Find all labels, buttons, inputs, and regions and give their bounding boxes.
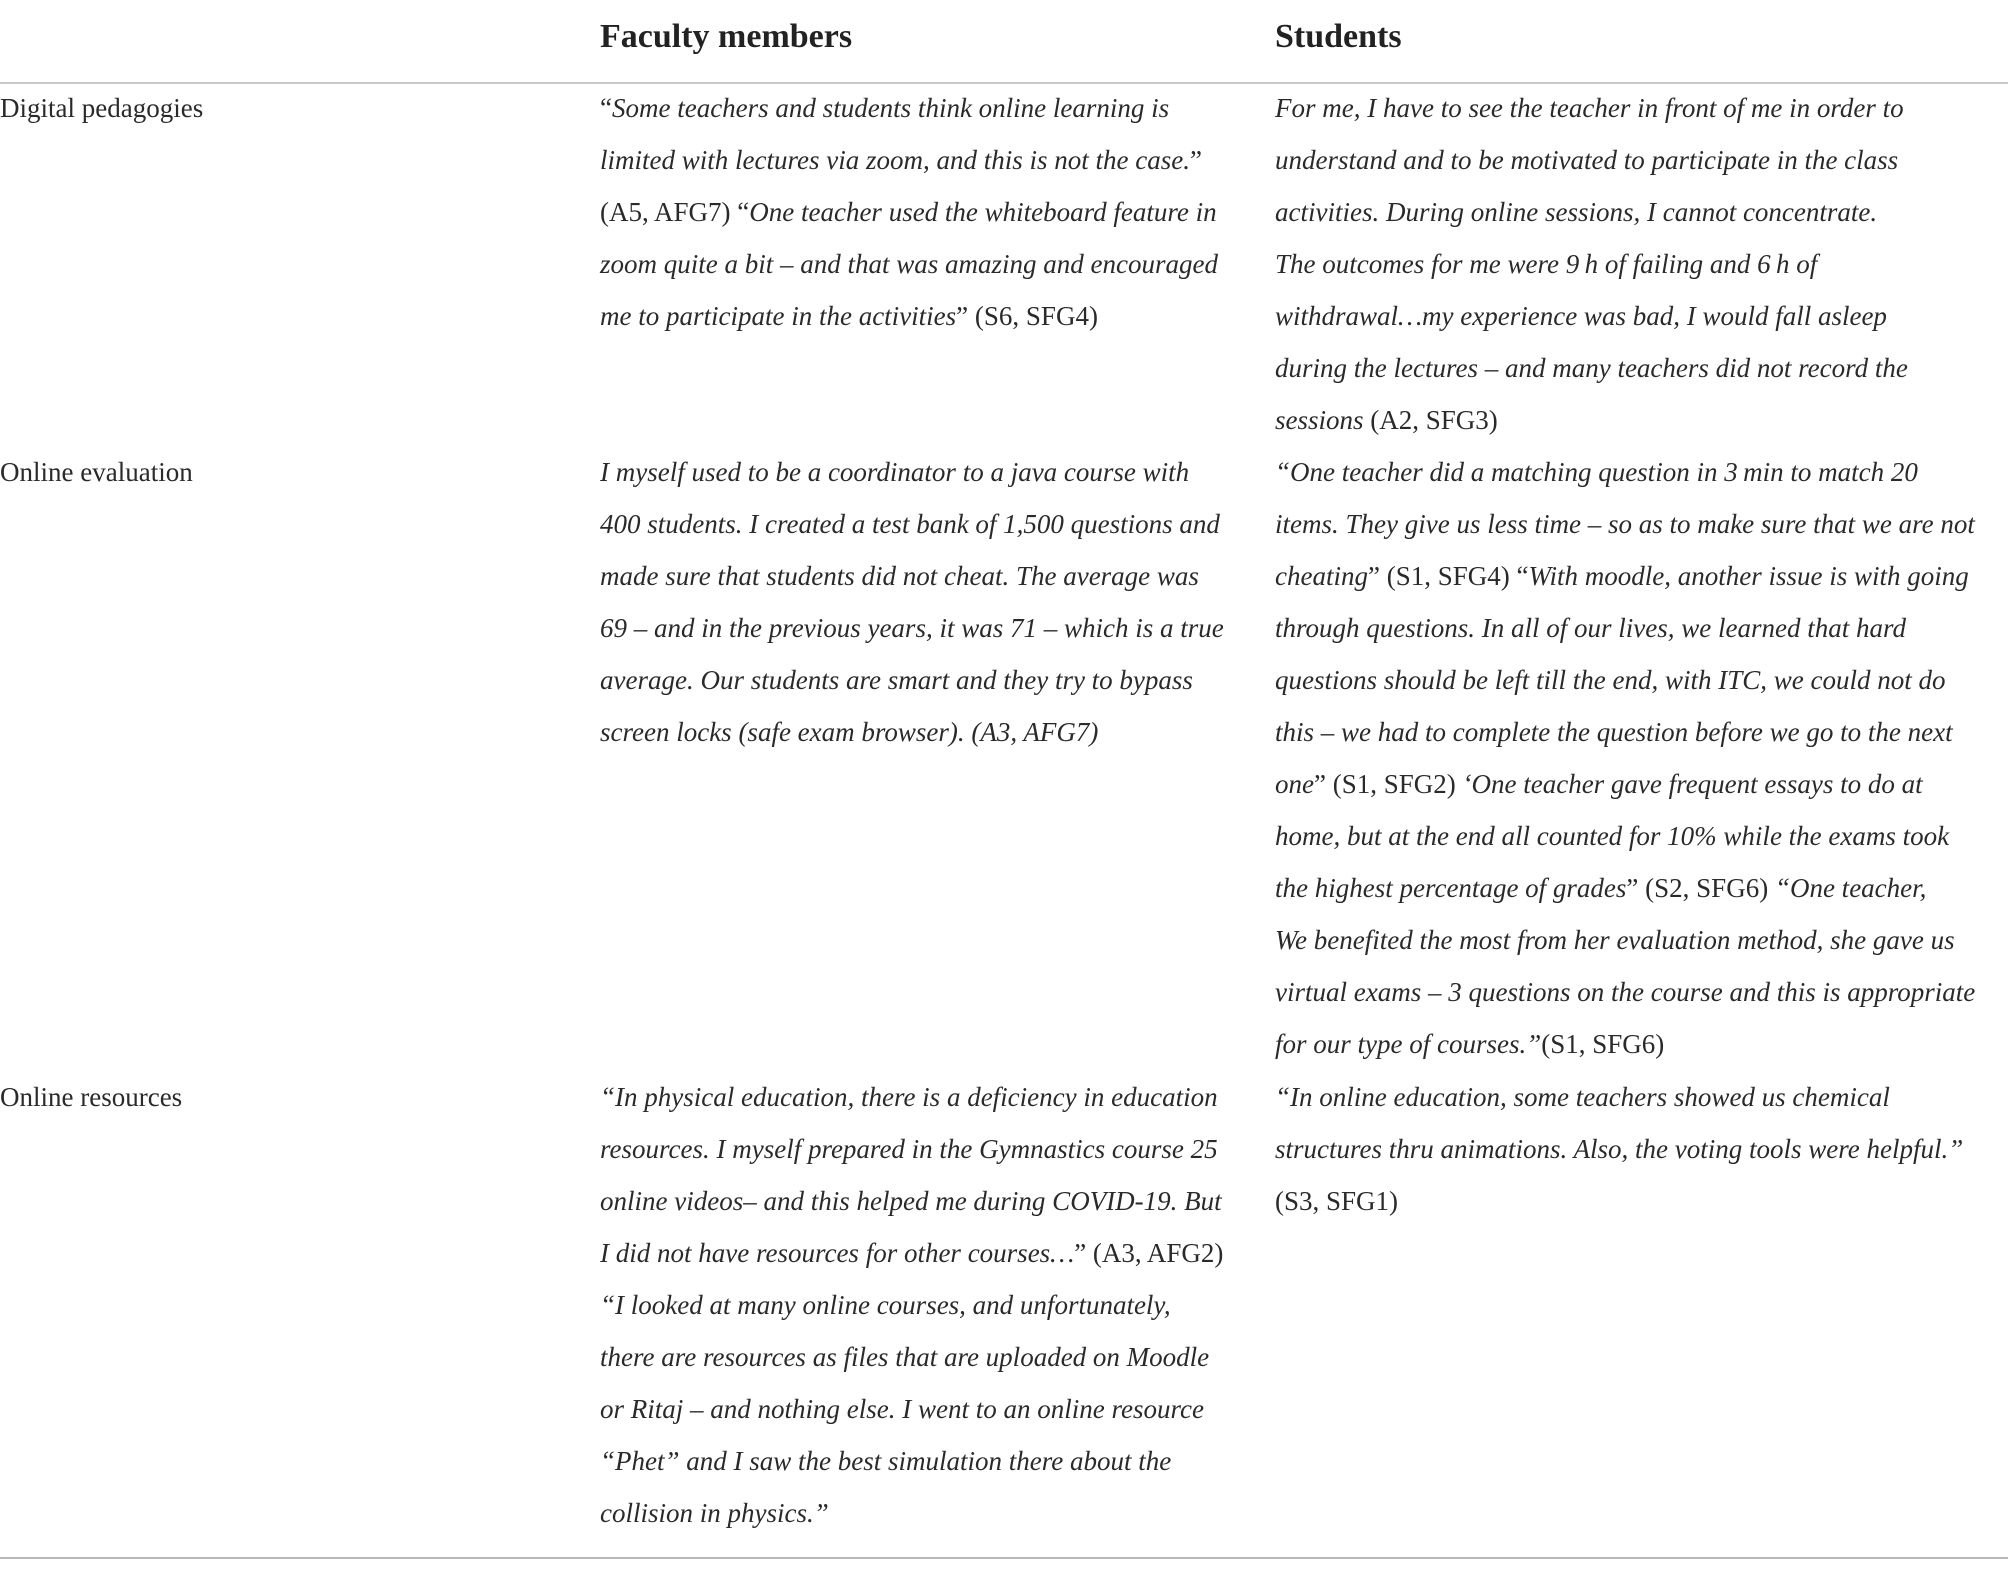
quote-line — [600, 706, 1260, 758]
quote-line — [1275, 238, 2008, 290]
quote-line — [600, 446, 1260, 498]
quote-line — [1275, 446, 2008, 498]
quote-line — [600, 1123, 1260, 1175]
quote-text: items. They give us less time – so as to make sure that we are not — [1275, 509, 1975, 539]
quote-text: ” (A3, AFG2) — [1074, 1238, 1224, 1268]
quote-line — [1275, 498, 2008, 550]
row-label: Online evaluation — [0, 457, 193, 487]
quote-line — [600, 1383, 1260, 1435]
quote-text: during the lectures – and many teachers did not record the — [1275, 353, 1908, 383]
quote-text: I did not have resources for other courses… — [600, 1238, 1075, 1268]
quote-text: 400 students. I created a test bank of 1,500 questions and — [600, 509, 1220, 539]
quote-text: for our type of courses.” — [1275, 1029, 1542, 1059]
quote-line — [600, 1227, 1260, 1279]
quote-line — [600, 186, 1260, 238]
quote-line — [1275, 914, 2008, 966]
quote-text: virtual exams – 3 questions on the course and this is appropriate — [1275, 977, 1976, 1007]
student-quote — [1275, 82, 2008, 446]
quote-line — [600, 1071, 1260, 1123]
quote-line — [600, 238, 1260, 290]
quote-line — [1275, 966, 2008, 1018]
quote-line — [600, 1331, 1260, 1383]
quote-text: sessions — [1275, 405, 1364, 435]
quote-text: cheating — [1275, 561, 1368, 591]
quote-line — [600, 1487, 1260, 1539]
quote-text: one — [1275, 769, 1314, 799]
quote-line — [1275, 602, 2008, 654]
quote-line — [1275, 1018, 2008, 1070]
quote-line — [600, 498, 1260, 550]
quote-text: me to participate in the activities — [600, 301, 957, 331]
quote-line — [600, 602, 1260, 654]
quote-text: limited with lectures via zoom, and this is not the case. — [600, 145, 1190, 175]
quote-text: there are resources as files that are uploaded on Moodle — [600, 1342, 1210, 1372]
column-header-faculty: Faculty members — [600, 18, 853, 55]
quote-text: ” (S1, SFG2) — [1313, 769, 1463, 799]
quote-line — [1275, 134, 2008, 186]
quote-line — [1275, 82, 2008, 134]
quote-text: ” (S2, SFG6) — [1626, 873, 1775, 903]
quote-text: (A5, AFG7) “ — [600, 197, 750, 227]
quote-text: “ — [600, 93, 612, 123]
quote-text: (S3, SFG1) — [1275, 1186, 1399, 1216]
quote-line — [600, 290, 1260, 342]
row-label: Digital pedagogies — [0, 93, 204, 123]
quote-line — [1275, 550, 2008, 602]
quote-line — [1275, 186, 2008, 238]
quote-text: For me, I have to see the teacher in front of me in order to — [1275, 93, 1904, 123]
quote-text: I myself used to be a coordinator to a java course with — [600, 457, 1190, 487]
quote-text: ” — [1189, 145, 1202, 175]
quote-line — [1275, 1071, 2008, 1123]
quote-text: “One teacher, — [1774, 873, 1927, 903]
quote-text: Some teachers and students think online learning is — [611, 93, 1170, 123]
quote-text: ” (S6, SFG4) — [956, 301, 1098, 331]
quote-text: ‘One teacher gave frequent essays to do at — [1462, 769, 1923, 799]
quote-line — [1275, 758, 2008, 810]
quote-line — [600, 654, 1260, 706]
quote-line — [1275, 394, 2008, 446]
quote-text: resources. I myself prepared in the Gymnastics course 25 — [600, 1134, 1218, 1164]
quote-line — [1275, 1123, 2008, 1175]
quote-text: (A2, SFG3) — [1363, 405, 1498, 435]
quote-text: We benefited the most from her evaluation method, she gave us — [1275, 925, 1955, 955]
column-header-students: Students — [1275, 18, 1402, 55]
quote-text: made sure that students did not cheat. The average was — [600, 561, 1199, 591]
quote-text: zoom quite a bit – and that was amazing and encouraged — [600, 249, 1218, 279]
quote-text: understand and to be motivated to participate in the class — [1275, 145, 1899, 175]
quote-line — [600, 1175, 1260, 1227]
quote-text: questions should be left till the end, with ITC, we could not do — [1275, 665, 1946, 695]
quote-text: collision in physics.” — [600, 1498, 829, 1528]
quote-text: home, but at the end all counted for 10% while the exams took — [1275, 821, 1950, 851]
quote-text: 69 – and in the previous years, it was 71 – which is a true — [600, 613, 1224, 643]
quote-text: or Ritaj – and nothing else. I went to an online resource — [600, 1394, 1204, 1424]
quote-text: this – we had to complete the question before we go to the next — [1275, 717, 1953, 747]
quote-text: “I looked at many online courses, and unfortunately, — [600, 1290, 1171, 1320]
quote-line — [600, 134, 1260, 186]
quote-text: screen locks (safe exam browser). (A3, AFG7) — [600, 717, 1099, 747]
quote-text: One teacher used the whiteboard feature in — [749, 197, 1217, 227]
quote-line — [1275, 654, 2008, 706]
quote-line — [600, 550, 1260, 602]
quote-text: The outcomes for me were 9 h of failing and 6 h of — [1275, 249, 1818, 279]
quote-text: “In online education, some teachers showed us chemical — [1275, 1082, 1890, 1112]
quote-line — [600, 1279, 1260, 1331]
quote-text: (S1, SFG6) — [1541, 1029, 1665, 1059]
quote-text: With moodle, another issue is with going — [1528, 561, 1969, 591]
quote-text: ” (S1, SFG4) “ — [1367, 561, 1529, 591]
quote-text: withdrawal…my experience was bad, I would fall asleep — [1275, 301, 1887, 331]
faculty-quote — [600, 1071, 1260, 1539]
bottom-rule — [0, 1557, 2008, 1559]
quote-text: through questions. In all of our lives, we learned that hard — [1275, 613, 1906, 643]
quote-text: “One teacher did a matching question in 3 min to match 20 — [1275, 457, 1918, 487]
quote-line — [1275, 810, 2008, 862]
faculty-quote — [600, 446, 1260, 758]
quote-text: “Phet” and I saw the best simulation there about the — [600, 1446, 1172, 1476]
table-header — [0, 0, 2008, 84]
quote-text: “In physical education, there is a deficiency in education — [600, 1082, 1218, 1112]
quote-text: structures thru animations. Also, the voting tools were helpful.” — [1275, 1134, 1964, 1164]
quote-line — [1275, 862, 2008, 914]
quote-text: average. Our students are smart and they try to bypass — [600, 665, 1193, 695]
student-quote — [1275, 446, 2008, 1070]
quote-line — [1275, 1175, 2008, 1227]
quote-line — [600, 1435, 1260, 1487]
quote-text: activities. During online sessions, I cannot concentrate. — [1275, 197, 1878, 227]
student-quote — [1275, 1071, 2008, 1227]
quote-line — [1275, 706, 2008, 758]
quote-line — [1275, 342, 2008, 394]
quote-line — [600, 82, 1260, 134]
quote-line — [1275, 290, 2008, 342]
quote-text: online videos– and this helped me during COVID-19. But — [600, 1186, 1222, 1216]
row-label: Online resources — [0, 1082, 183, 1112]
quote-text: the highest percentage of grades — [1275, 873, 1627, 903]
faculty-quote — [600, 82, 1260, 342]
